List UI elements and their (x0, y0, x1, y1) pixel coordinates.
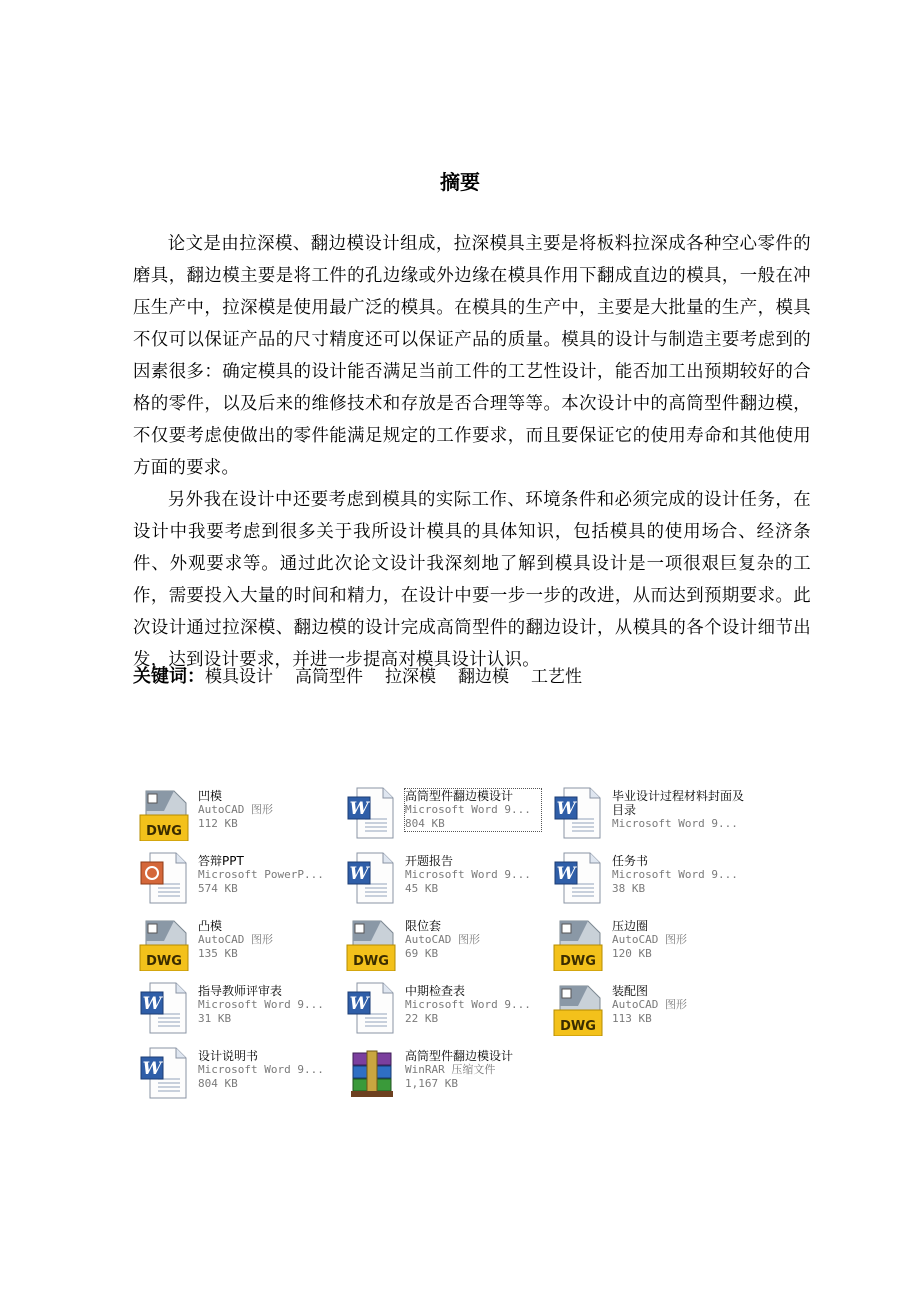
svg-text:DWG: DWG (146, 954, 182, 969)
dwg-file-icon (343, 915, 399, 971)
file-item[interactable] (343, 1045, 543, 1105)
file-name: 压边圈 (612, 919, 649, 933)
file-type: Microsoft Word 9... (405, 803, 531, 816)
file-type: AutoCAD 图形 (198, 803, 273, 816)
file-size: 1,167 KB (405, 1077, 458, 1090)
file-name: 高筒型件翻边模设计 (405, 789, 514, 803)
file-size: 38 KB (612, 882, 646, 895)
keyword: 拉深模 (385, 667, 436, 687)
svg-text:DWG: DWG (353, 954, 389, 969)
file-size: 135 KB (198, 947, 238, 960)
file-name: 凹模 (198, 789, 223, 803)
file-listing-screenshot (136, 785, 756, 1105)
abstract-body (133, 228, 811, 676)
file-type: AutoCAD 图形 (612, 933, 687, 946)
file-type: WinRAR 压缩文件 (405, 1063, 496, 1076)
abstract-paragraph-2: 另外我在设计中还要考虑到模具的实际工作、环境条件和必须完成的设计任务，在设计中我要考虑到很多关于我所设计模具的具体知识，包括模具的使用场合、经济条件、外观要求等。通过此次论文设计我深刻地了解到模具设计是一项很艰巨复杂的工作，需要投入大量的时间和精力，在设计中要一步一步的改进，从而达到预期要求。此次设计通过拉深模、翻边模的设计完成高筒型件的翻边设计，从模具的各个设计细节出发，达到设计要求，并进一步提高对模具设计认识。 (133, 490, 811, 670)
file-type: Microsoft Word 9... (612, 868, 738, 881)
file-type: Microsoft Word 9... (612, 817, 738, 830)
keyword: 翻边模 (458, 667, 509, 687)
svg-text:W: W (142, 1059, 162, 1079)
file-size: 69 KB (405, 947, 439, 960)
dwg-file-icon (550, 980, 606, 1036)
svg-text:W: W (349, 864, 369, 884)
file-type: Microsoft PowerP... (198, 868, 324, 881)
file-name: 任务书 (612, 854, 649, 868)
word-file-icon (550, 785, 606, 841)
file-name: 答辩PPT (198, 854, 244, 868)
file-name: 指导教师评审表 (198, 984, 283, 998)
file-item[interactable] (550, 980, 750, 1040)
file-type: Microsoft Word 9... (405, 868, 531, 881)
file-name: 中期检查表 (405, 984, 466, 998)
file-item[interactable] (136, 980, 336, 1040)
file-item[interactable] (136, 915, 336, 975)
file-type: AutoCAD 图形 (405, 933, 480, 946)
word-file-icon (136, 980, 192, 1036)
file-item[interactable] (343, 850, 543, 910)
file-item[interactable] (343, 785, 543, 845)
svg-text:W: W (349, 994, 369, 1014)
file-name: 限位套 (405, 919, 442, 933)
file-item[interactable] (136, 785, 336, 845)
file-item[interactable] (343, 915, 543, 975)
file-size: 574 KB (198, 882, 238, 895)
word-file-icon (343, 980, 399, 1036)
abstract-paragraph-1: 论文是由拉深模、翻边模设计组成，拉深模具主要是将板料拉深成各种空心零件的磨具，翻边模主要是将工件的孔边缘或外边缘在模具作用下翻成直边的模具，一般在冲压生产中，拉深模是使用最广泛的模具。在模具的生产中，主要是大批量的生产，模具不仅可以保证产品的尺寸精度还可以保证产品的质量。模具的设计与制造主要考虑到的因素很多：确定模具的设计能否满足当前工件的工艺性设计，能否加工出预期较好的合格的零件，以及后来的维修技术和存放是否合理等等。本次设计中的高筒型件翻边模，不仅要考虑使做出的零件能满足规定的工作要求，而且要保证它的使用寿命和其他使用方面的要求。 (133, 234, 811, 478)
file-name: 高筒型件翻边模设计 (405, 1049, 514, 1063)
word-file-icon (550, 850, 606, 906)
file-size: 804 KB (198, 1077, 238, 1090)
file-name: 开题报告 (405, 854, 454, 868)
file-type: AutoCAD 图形 (198, 933, 273, 946)
svg-text:W: W (556, 799, 576, 819)
file-item[interactable] (343, 980, 543, 1040)
page-title: 摘要 (440, 170, 480, 194)
svg-text:DWG: DWG (146, 824, 182, 839)
file-name: 凸模 (198, 919, 223, 933)
keywords-line (133, 662, 604, 688)
word-file-icon (343, 850, 399, 906)
keyword: 工艺性 (531, 667, 582, 687)
svg-text:DWG: DWG (560, 954, 596, 969)
dwg-file-icon (136, 785, 192, 841)
file-size: 31 KB (198, 1012, 232, 1025)
file-name: 设计说明书 (198, 1049, 259, 1063)
file-size: 112 KB (198, 817, 238, 830)
file-type: Microsoft Word 9... (405, 998, 531, 1011)
file-item[interactable] (550, 915, 750, 975)
file-name: 装配图 (612, 984, 649, 998)
winrar-archive-icon (343, 1045, 399, 1101)
svg-text:W: W (556, 864, 576, 884)
svg-text:W: W (142, 994, 162, 1014)
file-size: 113 KB (612, 1012, 652, 1025)
file-size: 804 KB (405, 817, 445, 830)
svg-text:W: W (349, 799, 369, 819)
file-item[interactable] (550, 785, 750, 845)
file-type: Microsoft Word 9... (198, 1063, 324, 1076)
word-file-icon (343, 785, 399, 841)
svg-text:DWG: DWG (560, 1019, 596, 1034)
keyword: 模具设计 (205, 667, 273, 687)
file-size: 45 KB (405, 882, 439, 895)
file-size: 120 KB (612, 947, 652, 960)
file-size: 22 KB (405, 1012, 439, 1025)
dwg-file-icon (550, 915, 606, 971)
file-name: 毕业设计过程材料封面及目录 (612, 789, 745, 817)
keywords-label: 关键词： (133, 666, 205, 687)
file-type: AutoCAD 图形 (612, 998, 687, 1011)
ppt-file-icon (136, 850, 192, 906)
keyword: 高筒型件 (295, 667, 363, 687)
word-file-icon (136, 1045, 192, 1101)
file-item[interactable] (136, 850, 336, 910)
dwg-file-icon (136, 915, 192, 971)
file-type: Microsoft Word 9... (198, 998, 324, 1011)
file-item[interactable] (136, 1045, 336, 1105)
file-item[interactable] (550, 850, 750, 910)
